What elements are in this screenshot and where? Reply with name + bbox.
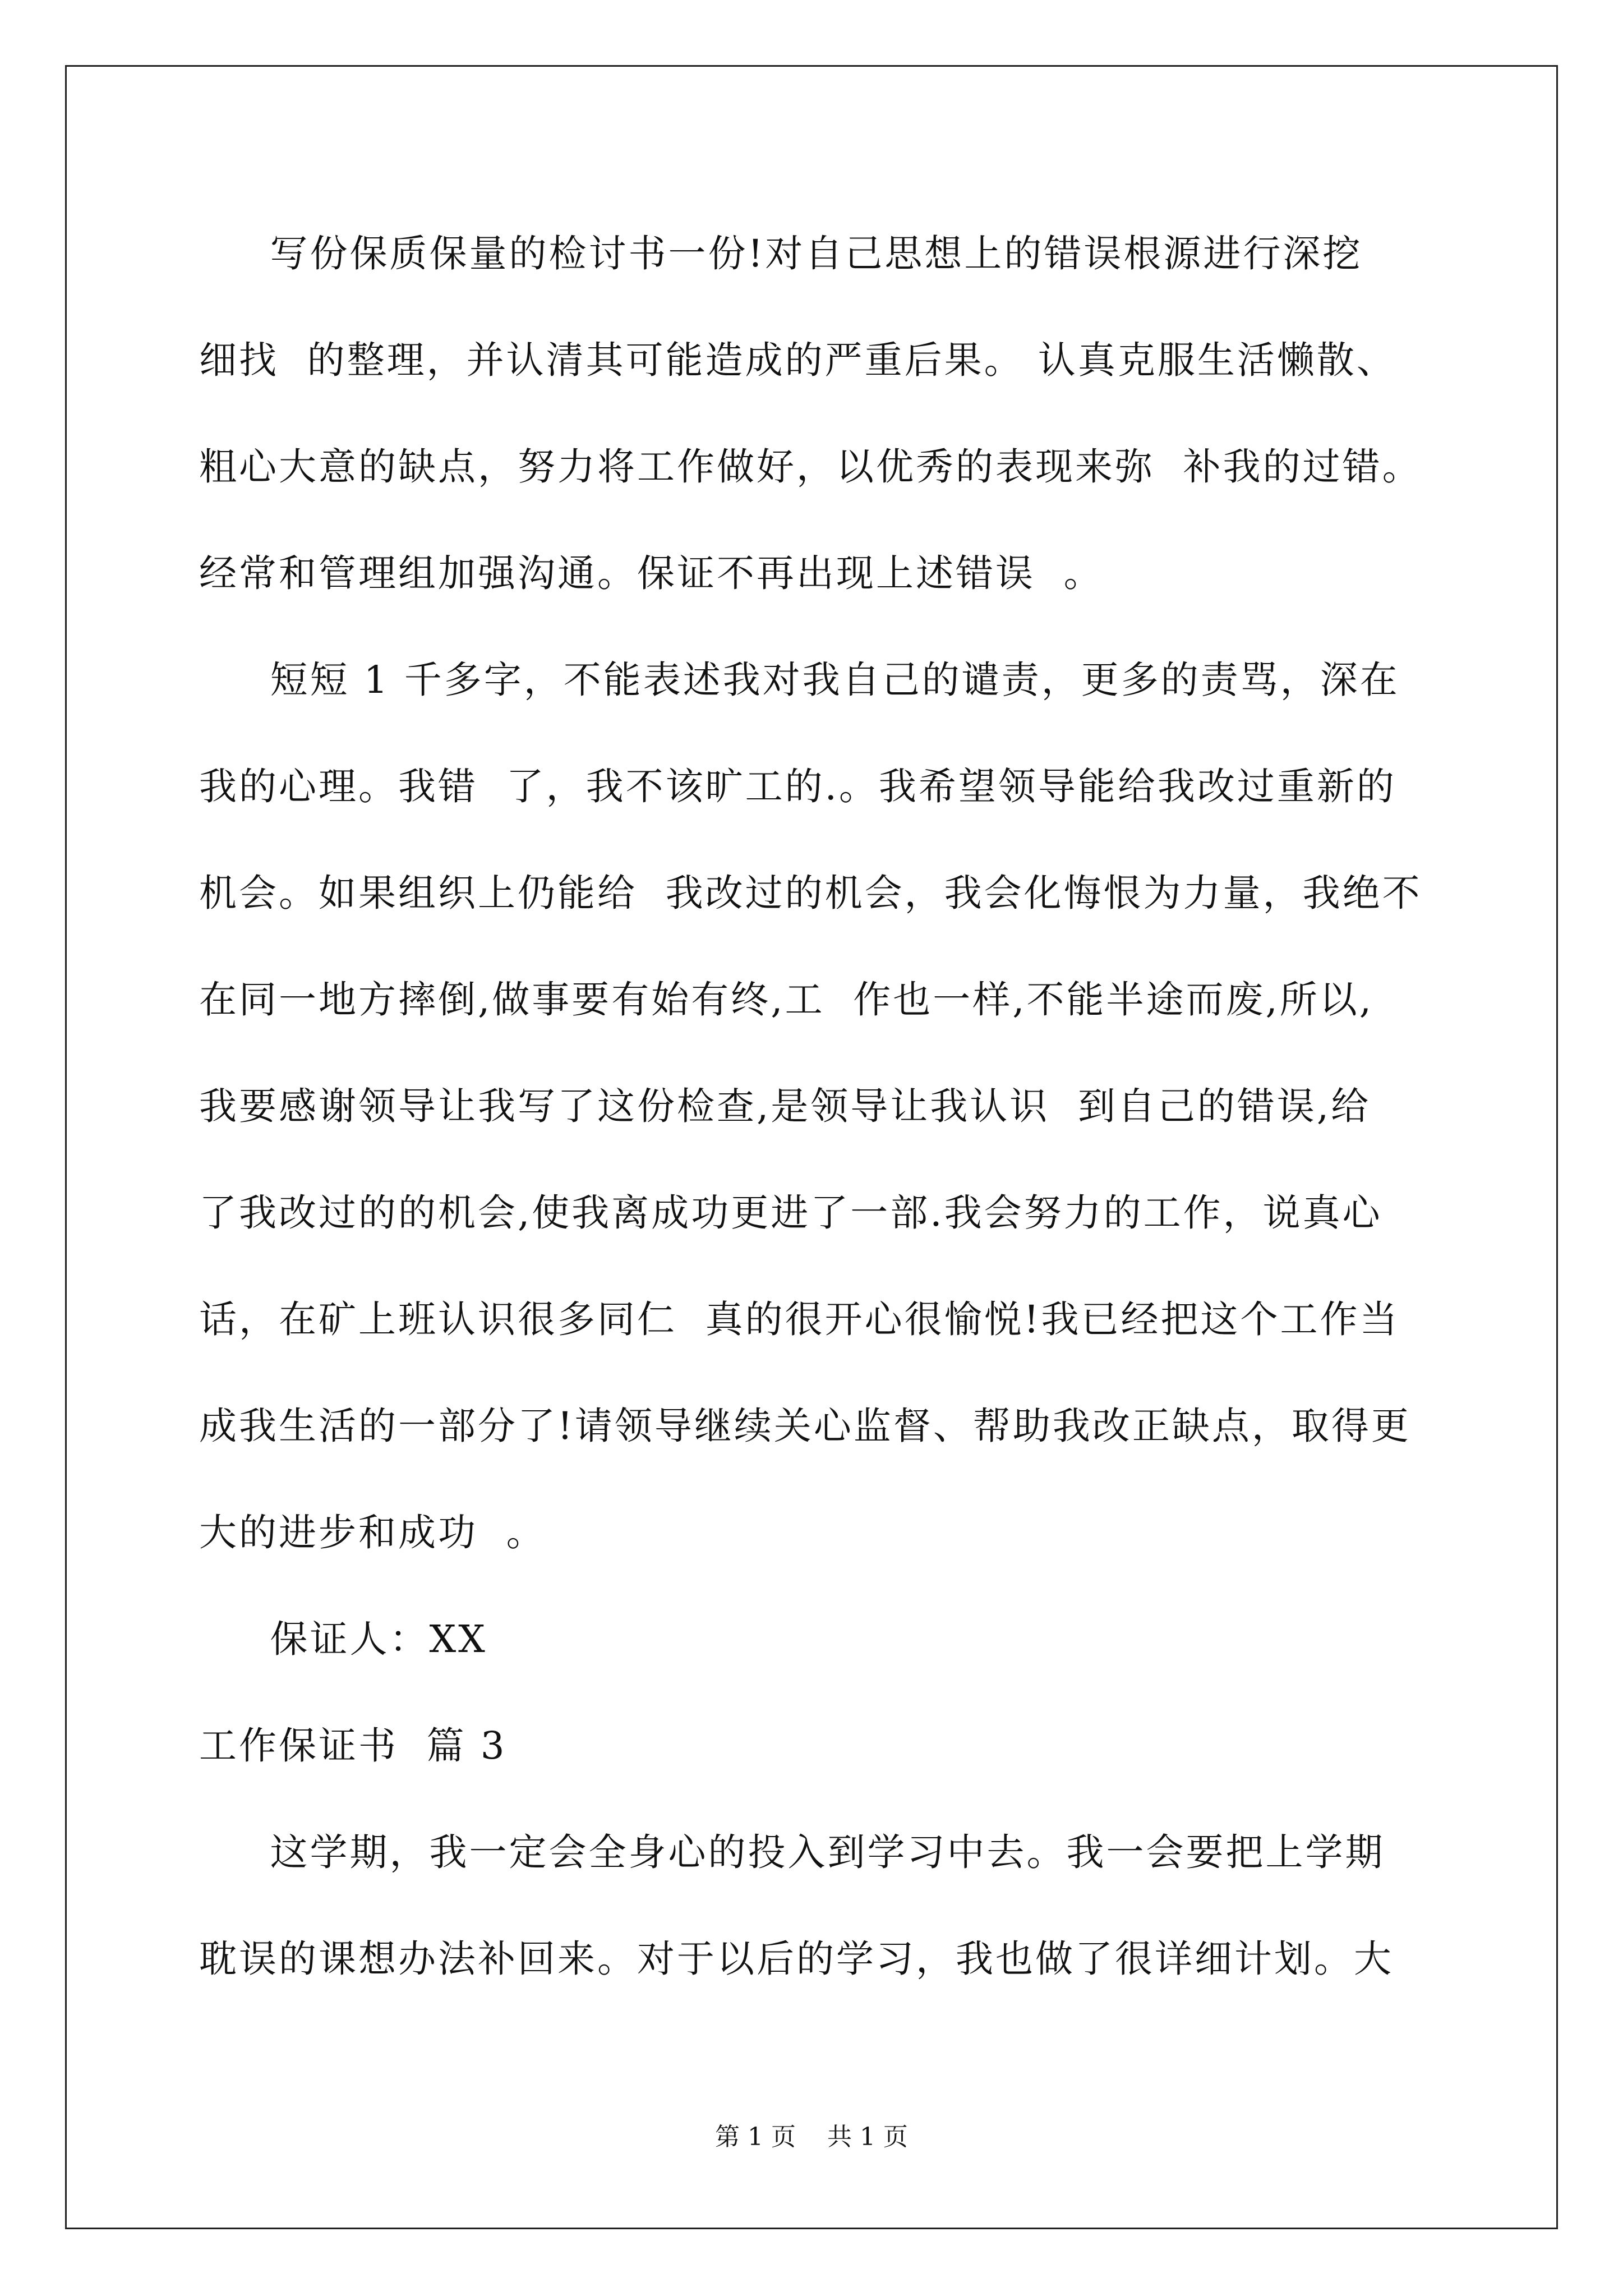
text-line: 我要感谢领导让我写了这份检查,是领导让我认识 到自己的错误,给 — [199, 1084, 1371, 1128]
page-footer: 第 1 页 共 1 页 — [715, 2123, 908, 2151]
text-line: 在同一地方摔倒,做事要有始有终,工 作也一样,不能半途而废,所以, — [199, 978, 1374, 1022]
text-line: 耽误的课想办法补回来。对于以后的学习，我也做了很详细计划。大 — [199, 1937, 1394, 1981]
text-line: 写份保质保量的检讨书一份!对自己思想上的错误根源进行深挖 — [199, 232, 1363, 275]
text-line: 这学期，我一定会全身心的投入到学习中去。我一会要把上学期 — [199, 1830, 1385, 1874]
signature-line: 保证人：XX — [199, 1617, 487, 1661]
text-line: 了我改过的的机会,使我离成功更进了一部.我会努力的工作，说真心 — [199, 1191, 1382, 1235]
text-line: 成我生活的一部分了!请领导继续关心监督、帮助我改正缺点，取得更 — [199, 1404, 1411, 1448]
text-line: 话，在矿上班认识很多同仁 真的很开心很愉悦!我已经把这个工作当 — [199, 1297, 1400, 1341]
text-line: 机会。如果组织上仍能给 我改过的机会，我会化悔恨为力量，我绝不 — [199, 871, 1422, 915]
text-line: 短短 1 千多字，不能表述我对我自己的谴责，更多的责骂，深在 — [199, 658, 1400, 702]
page-border — [65, 65, 1558, 2229]
section-heading: 工作保证书 篇 3 — [199, 1724, 507, 1768]
text-line: 经常和管理组加强沟通。保证不再出现上述错误 。 — [199, 551, 1104, 595]
text-line: 大的进步和成功 。 — [199, 1511, 546, 1554]
text-line: 细找 的整理，并认清其可能造成的严重后果。 认真克服生活懒散、 — [199, 338, 1396, 382]
text-line: 我的心理。我错 了，我不该旷工的.。我希望领导能给我改过重新的 — [199, 765, 1396, 808]
text-line: 粗心大意的缺点，努力将工作做好，以优秀的表现来弥 补我的过错。 — [199, 445, 1422, 489]
